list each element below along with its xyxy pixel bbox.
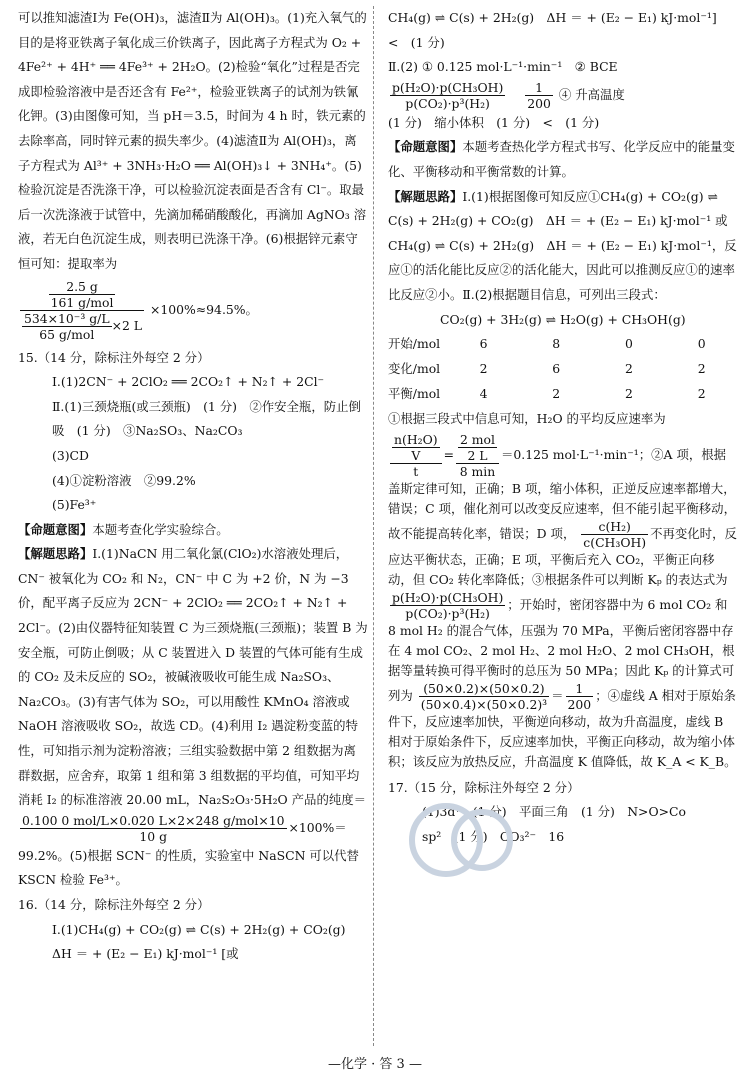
- kp-value-numerator: 1: [525, 80, 553, 96]
- stage-value: 2: [624, 386, 633, 402]
- stage-value: 6: [479, 336, 488, 352]
- stage-value: 8: [552, 336, 561, 352]
- volume-factor: ×2 L: [111, 317, 143, 333]
- q16-heading: 16.（14 分，除标注外每空 2 分）: [18, 897, 210, 912]
- q15-answer-5: (5)Fe³⁺: [52, 497, 97, 513]
- q16-solution-text: Ⅰ.(1)根据图像可知反应①CH₄(g) + CO₂(g) ⇌ C(s) + 2H₂(g) + CO₂(g) ΔH ＝ + (E₂ − E₁) kJ·mol⁻¹ 或 CH₄(g) ⇌ C(s) + 2H₂(g) ΔH ＝ + (E₂ − E₁) kJ·mol⁻¹，反应①的活化能比反应②的活化能大，因此可以推测反应①的速率比反应②小。Ⅱ.(2)根据题目信息，可列出三段式：: [388, 188, 737, 302]
- kp-expression: [390, 80, 505, 111]
- purity-denominator: 10 g: [139, 828, 168, 844]
- ratio-numerator: c(H₂): [581, 519, 648, 535]
- rate-formula: $\frac{\frac{\text{n(H₂O)}}{V}}{t}$ = $\frac{\frac{\text{2 mol}}{2 L}}{8 \min}$ ＝0.125 mol·L⁻¹·min⁻¹；②A 项，根据盖斯定律可知，正确；B 项，缩小体积，正逆反应速率都增大，错误；C 项，催化剂可以改变反应速率，但不能引起平衡移动，故不能提高转化率，错误；D 项， $\frac{\text{c(H₂)}}{\text{c(CH₃OH)}}$ 不再变化时，反应达平衡状态，正确；E 项，平衡后充入 CO₂，平衡正向移动，但 CO₂ 转化率降低；③根据条件可以判断 Kₚ 的表达式为 $\frac{\text{p(H₂O)·p(CH₃OH)}}{\text{p(CO₂)·p³(H₂)}}$ ；开始时，密闭容器中为 6 mol CO₂ 和 8 mol H₂ 的混合气体，压强为 70 MPa，平衡后密闭容器中存在 4 mol CO₂、2 mol H₂、2 mol H₂O、2 mol CH₃OH，根据等量转换可得平衡时的总压为 50 MPa；因此 Kₚ 的计算式可列为 $\frac{(50\times 0.2)\times(50\times 0.2)}{\text{(50×0.4)×(50×0.2)³}}$ ＝ $\frac{1}{200}$ ；④虚线 A 相对于原始条件下，反应速率加快，平衡逆向移动，故为升高温度，虚线 B 相对于原始条件下，反应速率加快，平衡正向移动，故为缩小体积；该反应为放热反应，升高温度 K 值降低，故 K_A < K_B。: [388, 431, 737, 769]
- intent-tag: 【命题意图】: [18, 521, 93, 537]
- q15-answer-4: (4)①淀粉溶液 ②99.2%: [52, 472, 196, 488]
- kp-value-denominator: 200: [527, 95, 551, 111]
- purity-numerator: 0.100 0 mol/L×0.020 L×2×248 g/mol×10: [22, 812, 285, 828]
- rate-fraction: [390, 432, 442, 479]
- stage-row: [388, 382, 738, 407]
- q16-answer-1-cont: CH₄(g) ⇌ C(s) + 2H₂(g) ΔH ＝ + (E₂ − E₁) kJ·mol⁻¹] < (1 分): [388, 10, 730, 50]
- kp-denominator: p(CO₂)·p³(H₂): [405, 95, 490, 111]
- rate-time: t: [413, 463, 419, 479]
- kp-calc-value-d: 200: [567, 696, 592, 712]
- q15-heading: 15.（14 分，除标注外每空 2 分）: [18, 349, 210, 365]
- q15-intent: [18, 518, 368, 543]
- solution-tag: 【解题思路】: [388, 188, 463, 204]
- q16-answer-3: [388, 80, 738, 111]
- zinc-moles-fraction: [49, 279, 116, 310]
- stage-value: 6: [552, 361, 561, 377]
- extraction-formula: [18, 279, 368, 342]
- q16-intent-text: 本题考查热化学方程式书写、化学反应中的能量变化、平衡移动和平衡常数的计算。: [388, 139, 735, 179]
- q16-intent: [388, 135, 738, 184]
- zinc-total-fraction: [22, 311, 112, 342]
- q15-solution: [18, 542, 368, 813]
- q16-solution: [388, 185, 738, 308]
- kp-numerator: p(H₂O)·p(CH₃OH): [392, 79, 504, 95]
- rate-intro: ①根据三段式中信息可知，H₂O 的平均反应速率为: [388, 411, 666, 427]
- page-footer: —化学 · 答 3 —: [328, 1057, 422, 1072]
- rate-value-conc: [458, 432, 497, 463]
- rate-conc-fraction: [392, 432, 440, 463]
- purity-tail: ×100%＝: [288, 819, 347, 835]
- stage-value: 2: [697, 361, 706, 377]
- stage-value: 2: [624, 361, 633, 377]
- stage-value: 0: [697, 336, 706, 352]
- rate-value-time: 8 min: [459, 463, 496, 479]
- kp2-tail: ；开始时，密闭容器中为 6 mol CO₂ 和 8 mol H₂ 的混合气体，压强为 70 MPa，平衡后密闭容器中存在 4 mol CO₂、2 mol H₂、2 mol H₂O、2 mol CH₃OH，根据等量转换可得平衡时的总压为 50 MPa；因此 Kₚ 的计算式可列为: [388, 596, 735, 703]
- intent-tag: 【命题意图】: [388, 139, 463, 155]
- kp2-denominator: p(CO₂)·p³(H₂): [405, 605, 490, 621]
- kp-calc-denominator: (50×0.4)×(50×0.2)³: [420, 696, 548, 712]
- stage-label: 变化/mol: [388, 361, 441, 377]
- q16-answer-4-label: ④ 升高温度: [558, 86, 625, 102]
- kp-calc-fraction: [419, 681, 549, 712]
- q14-explanation: 可以推知滤渣Ⅰ为 Fe(OH)₃，滤渣Ⅱ为 Al(OH)₃。(1)充入氧气的目的是将亚铁离子氧化成三价铁离子，因此离子方程式为 O₂ + 4Fe²⁺ + 4H⁺ ══ 4Fe³⁺ + 2H₂O。(2)检验“氧化”过程是否完成即检验溶液中是否还含有 Fe²⁺，检验亚铁离子的试剂为铁氰化钾。(3)由图像可知，当 pH＝3.5，时间为 4 h 时，铁元素的去除率高，同时锌元素的损失率少。(4)滤渣Ⅱ为 Al(OH)₃，离子方程式为 Al³⁺ + 3NH₃·H₂O ══ Al(OH)₃↓ + 3NH₄⁺。(5)检验沉淀是否洗涤干净，可以检验沉淀表面是否含有 Cl⁻。取最后一次洗涤液于试管中，先滴加稀硝酸酸化，再滴加 AgNO₃ 溶液，若无白色沉淀生成，则表明已洗涤干净。(6)根据锌元素守恒可知：提取率为: [18, 10, 367, 271]
- rate-value-fraction: [456, 432, 499, 479]
- kp-expression-2: [390, 590, 505, 621]
- q16-answer-4: (1 分) 缩小体积 (1 分) < (1 分): [388, 114, 600, 130]
- left-column: [18, 6, 368, 967]
- q17-answer-2: sp² (1 分) CO₃²⁻ 16: [422, 828, 565, 844]
- kp-calc-value-n: 1: [566, 681, 594, 697]
- zinc-atomic-mass: 65 g/mol: [39, 326, 95, 342]
- rate-tail: ＝0.125 mol·L⁻¹·min⁻¹；②A 项，根据盖斯定律可知，正确；B 项，缩小体积，正逆反应速率都增大，错误；C 项，催化剂可以改变反应速率，但不能引起平衡移动，故不能提高转化率，错误；D 项，: [388, 446, 736, 541]
- zinc-mass: 2.5 g: [49, 279, 116, 295]
- reaction-equation: CO₂(g) + 3H₂(g) ⇌ H₂O(g) + CH₃OH(g): [440, 311, 686, 327]
- q16-answer-2: Ⅱ.(2) ① 0.125 mol·L⁻¹·min⁻¹ ② BCE: [388, 59, 618, 75]
- right-column: [388, 6, 738, 850]
- q15-intent-text: 本题考查化学实验综合。: [92, 521, 229, 537]
- q16-solution-end: ；④虚线 A 相对于原始条件下，反应速率加快，平衡逆向移动，故为升高温度，虚线 B 相对于原始条件下，反应速率加快，平衡正向移动，故为缩小体积；该反应为放热反应，升高温度 K 值降低，故 K_A < K_B。: [388, 687, 737, 769]
- stage-value: 2: [479, 361, 488, 377]
- stage-value: 4: [479, 386, 488, 402]
- q15-answer-2: Ⅱ.(1)三颈烧瓶(或三颈瓶) (1 分) ②作安全瓶，防止倒吸 (1 分) ③Na₂SO₃、Na₂CO₃: [52, 398, 361, 439]
- q15-solution-text: Ⅰ.(1)NaCN 用二氧化氯(ClO₂)水溶液处理后，CN⁻ 被氧化为 CO₂ 和 N₂，CN⁻ 中 C 为 +2 价，N 为 −3 价，配平离子反应为 2CN⁻ + 2ClO₂ ══ 2CO₂↑ + N₂↑ + 2Cl⁻。(2)由仪器特征知装置 C 为三颈烧瓶(三颈瓶)；装置 B 为安全瓶，可防止倒吸；从 C 装置进入 D 装置的气体可能有生成的 CO₂ 及未反应的 SO₂，被碱液吸收可能生成 Na₂SO₃、Na₂CO₃。(3)有害气体为 SO₂，可以用酸性 KMnO₄ 溶液或 NaOH 溶液吸收 SO₂，故选 CD。(4)利用 I₂ 遇淀粉变蓝的特性，可知指示剂为淀粉溶液；三组实验数据中第 2 组数据为离群数据，应舍弃，取第 1 组和第 3 组数据的平均值，可知平均消耗 I₂ 的标准溶液 20.00 mL，Na₂S₂O₃·5H₂O 产品的纯度＝: [18, 546, 368, 808]
- q17-heading: 17.（15 分，除标注外每空 2 分）: [388, 779, 580, 795]
- kp2-numerator: p(H₂O)·p(CH₃OH): [392, 589, 504, 605]
- purity-fraction: [20, 813, 287, 844]
- stage-label: 开始/mol: [388, 336, 441, 352]
- q15-answer-1: Ⅰ.(1)2CN⁻ + 2ClO₂ ══ 2CO₂↑ + N₂↑ + 2Cl⁻: [52, 374, 325, 390]
- solution-tag: 【解题思路】: [18, 546, 93, 562]
- ratio-denominator: c(CH₃OH): [583, 534, 647, 550]
- zinc-molar-mass: 161 g/mol: [50, 294, 114, 310]
- kp-calc-value: [566, 681, 594, 712]
- three-stage-table: [388, 332, 738, 407]
- rate-volume: V: [411, 447, 421, 463]
- q17-answer-1: (1)3d⁷ (1 分) 平面三角 (1 分) N>O>Co: [422, 804, 686, 820]
- stage-value: 2: [552, 386, 561, 402]
- purity-formula: [18, 813, 368, 844]
- rate-value-moles: 2 mol: [459, 431, 495, 447]
- q16-answer-1: Ⅰ.(1)CH₄(g) + CO₂(g) ⇌ C(s) + 2H₂(g) + CO₂(g) ΔH ＝ + (E₂ − E₁) kJ·mol⁻¹ [或: [52, 921, 358, 962]
- kp-value: [525, 80, 553, 111]
- q15-answer-3: (3)CD: [52, 447, 89, 463]
- stage-row: [388, 332, 738, 357]
- kp-calc-numerator: (50×0.2)×(50×0.2): [419, 681, 549, 697]
- extraction-fraction: [20, 279, 144, 342]
- extraction-result: ×100%≈94.5%。: [149, 301, 258, 317]
- stage-label: 平衡/mol: [388, 386, 441, 402]
- ratio-tail: 不再变化时，反应达平衡状态，正确；E 项，平衡后充入 CO₂，平衡正向移动，但 CO₂ 转化率降低；③根据条件可以判断 Kₚ 的表达式为: [388, 525, 737, 587]
- stage-row: [388, 357, 738, 382]
- ratio-fraction: [581, 519, 648, 550]
- stage-value: 0: [624, 336, 633, 352]
- stage-value: 2: [697, 386, 706, 402]
- rate-value-volume: 2 L: [467, 447, 488, 463]
- column-divider: [373, 6, 374, 1046]
- zinc-concentration: 534×10⁻³ g/L: [24, 310, 110, 326]
- q15-solution-end: 99.2%。(5)根据 SCN⁻ 的性质，实验室中 NaSCN 可以代替 KSCN 检验 Fe³⁺。: [18, 847, 359, 888]
- kp-calc-equals: ＝: [551, 687, 564, 703]
- rate-moles: n(H₂O): [394, 431, 438, 447]
